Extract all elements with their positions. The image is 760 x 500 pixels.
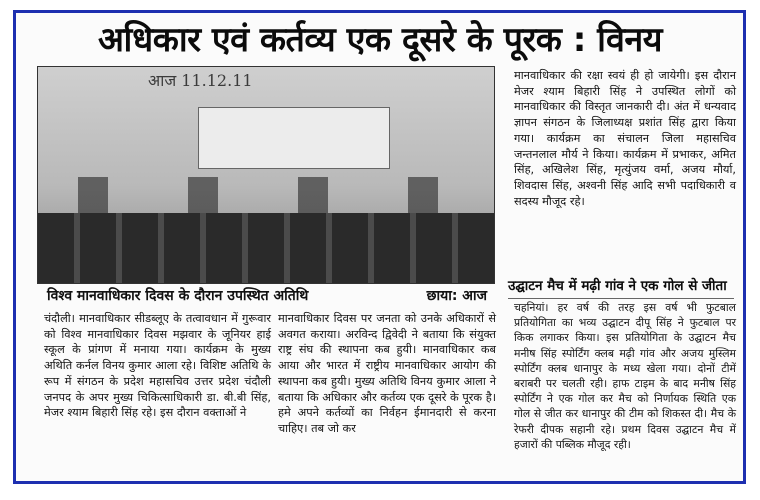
divider: [508, 298, 734, 299]
handwritten-date-note: आज 11.12.11: [148, 71, 253, 90]
sub-article-body: चहनियां। हर वर्ष की तरह इस वर्ष भी फुटबाल प्रतियोगिता का भव्य उद्घाटन दीपू सिंह ने फुटबाल पर किक लगाकर किया। इस प्रतियोगिता के उद्घाटन मैच मनीष सिंह स्पोर्टिंग क्लब मढ़ी गांव और अजय मुस्लिम स्पोर्टिंग क्लब धानापुर के मध्य खेला गया। दोनों टीमें बराबरी पर चलती रही। हाफ टाइम के बाद मनीष सिंह स्पोर्टिंग ने एक गोल कर मैच को निर्णायक स्थिति एक गोल से जीत कर धानापुर की टीम को शिकस्त दी। मैच के रेफरी दीपक सहानी रहे। प्रथम दिवस उद्घाटन मैच में हजारों की पब्लिक मौजूद रही।: [514, 301, 736, 451]
photo-credit: छाया: आज: [426, 288, 487, 304]
article-column-middle: मानवाधिकार दिवस पर जनता को उनके अधिकारों से अवगत कराया। अरविन्द द्विवेदी ने बताया कि संयुक्त राष्ट्र संघ की स्थापना कब हुयी। मानवाधिकार कब आया और भारत में राष्ट्रीय मानवाधिकार आयोग की स्थापना कब हुयी। मुख्य अतिथि विनय कुमार आला ने बताया कि अधिकार और कर्तव्य एक दूसरे के पूरक है। हमे अपने कर्तव्यों का निर्वहन ईमानदारी से करना चाहिए। तब जो कर: [278, 312, 496, 435]
headline: अधिकार एवं कर्तव्य एक दूसरे के पूरक : विनय: [98, 20, 662, 60]
stage-table: [38, 213, 494, 283]
article-column-right-top: मानवाधिकार की रक्षा स्वयं ही हो जायेगी। इस दौरान मेजर श्याम बिहारी सिंह ने उपस्थित लोगों को मानवाधिकार की विस्तृत जानकारी दी। अंत में धन्यवाद ज्ञापन संगठन के जिलाध्यक्ष प्रशांत सिंह द्वारा किया गया। कार्यक्रम का संचालन जिला महासचिव जन्तनलाल मौर्य ने किया। कार्यक्रम में प्रभाकर, अमित सिंह, अखिलेश सिंह, मृत्युंजय वर्मा, अजय मौर्या, शिवदास सिंह, अश्वनी सिंह आदि सभी पदाधिकारी व सदस्य मौजूद रहे।: [514, 69, 736, 208]
sub-article-headline: उद्घाटन मैच में मढ़ी गांव ने एक गोल से जीता: [508, 278, 727, 294]
event-photo: [37, 66, 495, 284]
stage-banner: [198, 107, 390, 169]
article-column-left: चंदौली। मानवाधिकार सीडब्लूए के तत्वावधान में गुरूवार को विश्व मानवाधिकार दिवस मझवार के जूनियर हाई स्कूल के प्रांगण में मनाया गया। कार्यक्रम के मुख्य अथिति कर्नल विनय कुमार आला रहे। विशिष्ट अतिथि के रूप में संगठन के प्रदेश महासचिव उत्तर प्रदेश चंदौली जनपद के अपर मुख्य चिकित्साधिकारी डा. बी.बी सिंह, मेजर श्याम बिहारी सिंह रहे। इस दौरान वक्ताओं ने: [44, 312, 271, 420]
caption-text: विश्व मानवाधिकार दिवस के दौरान उपस्थित अतिथि: [47, 288, 309, 304]
photo-caption: [37, 284, 493, 306]
